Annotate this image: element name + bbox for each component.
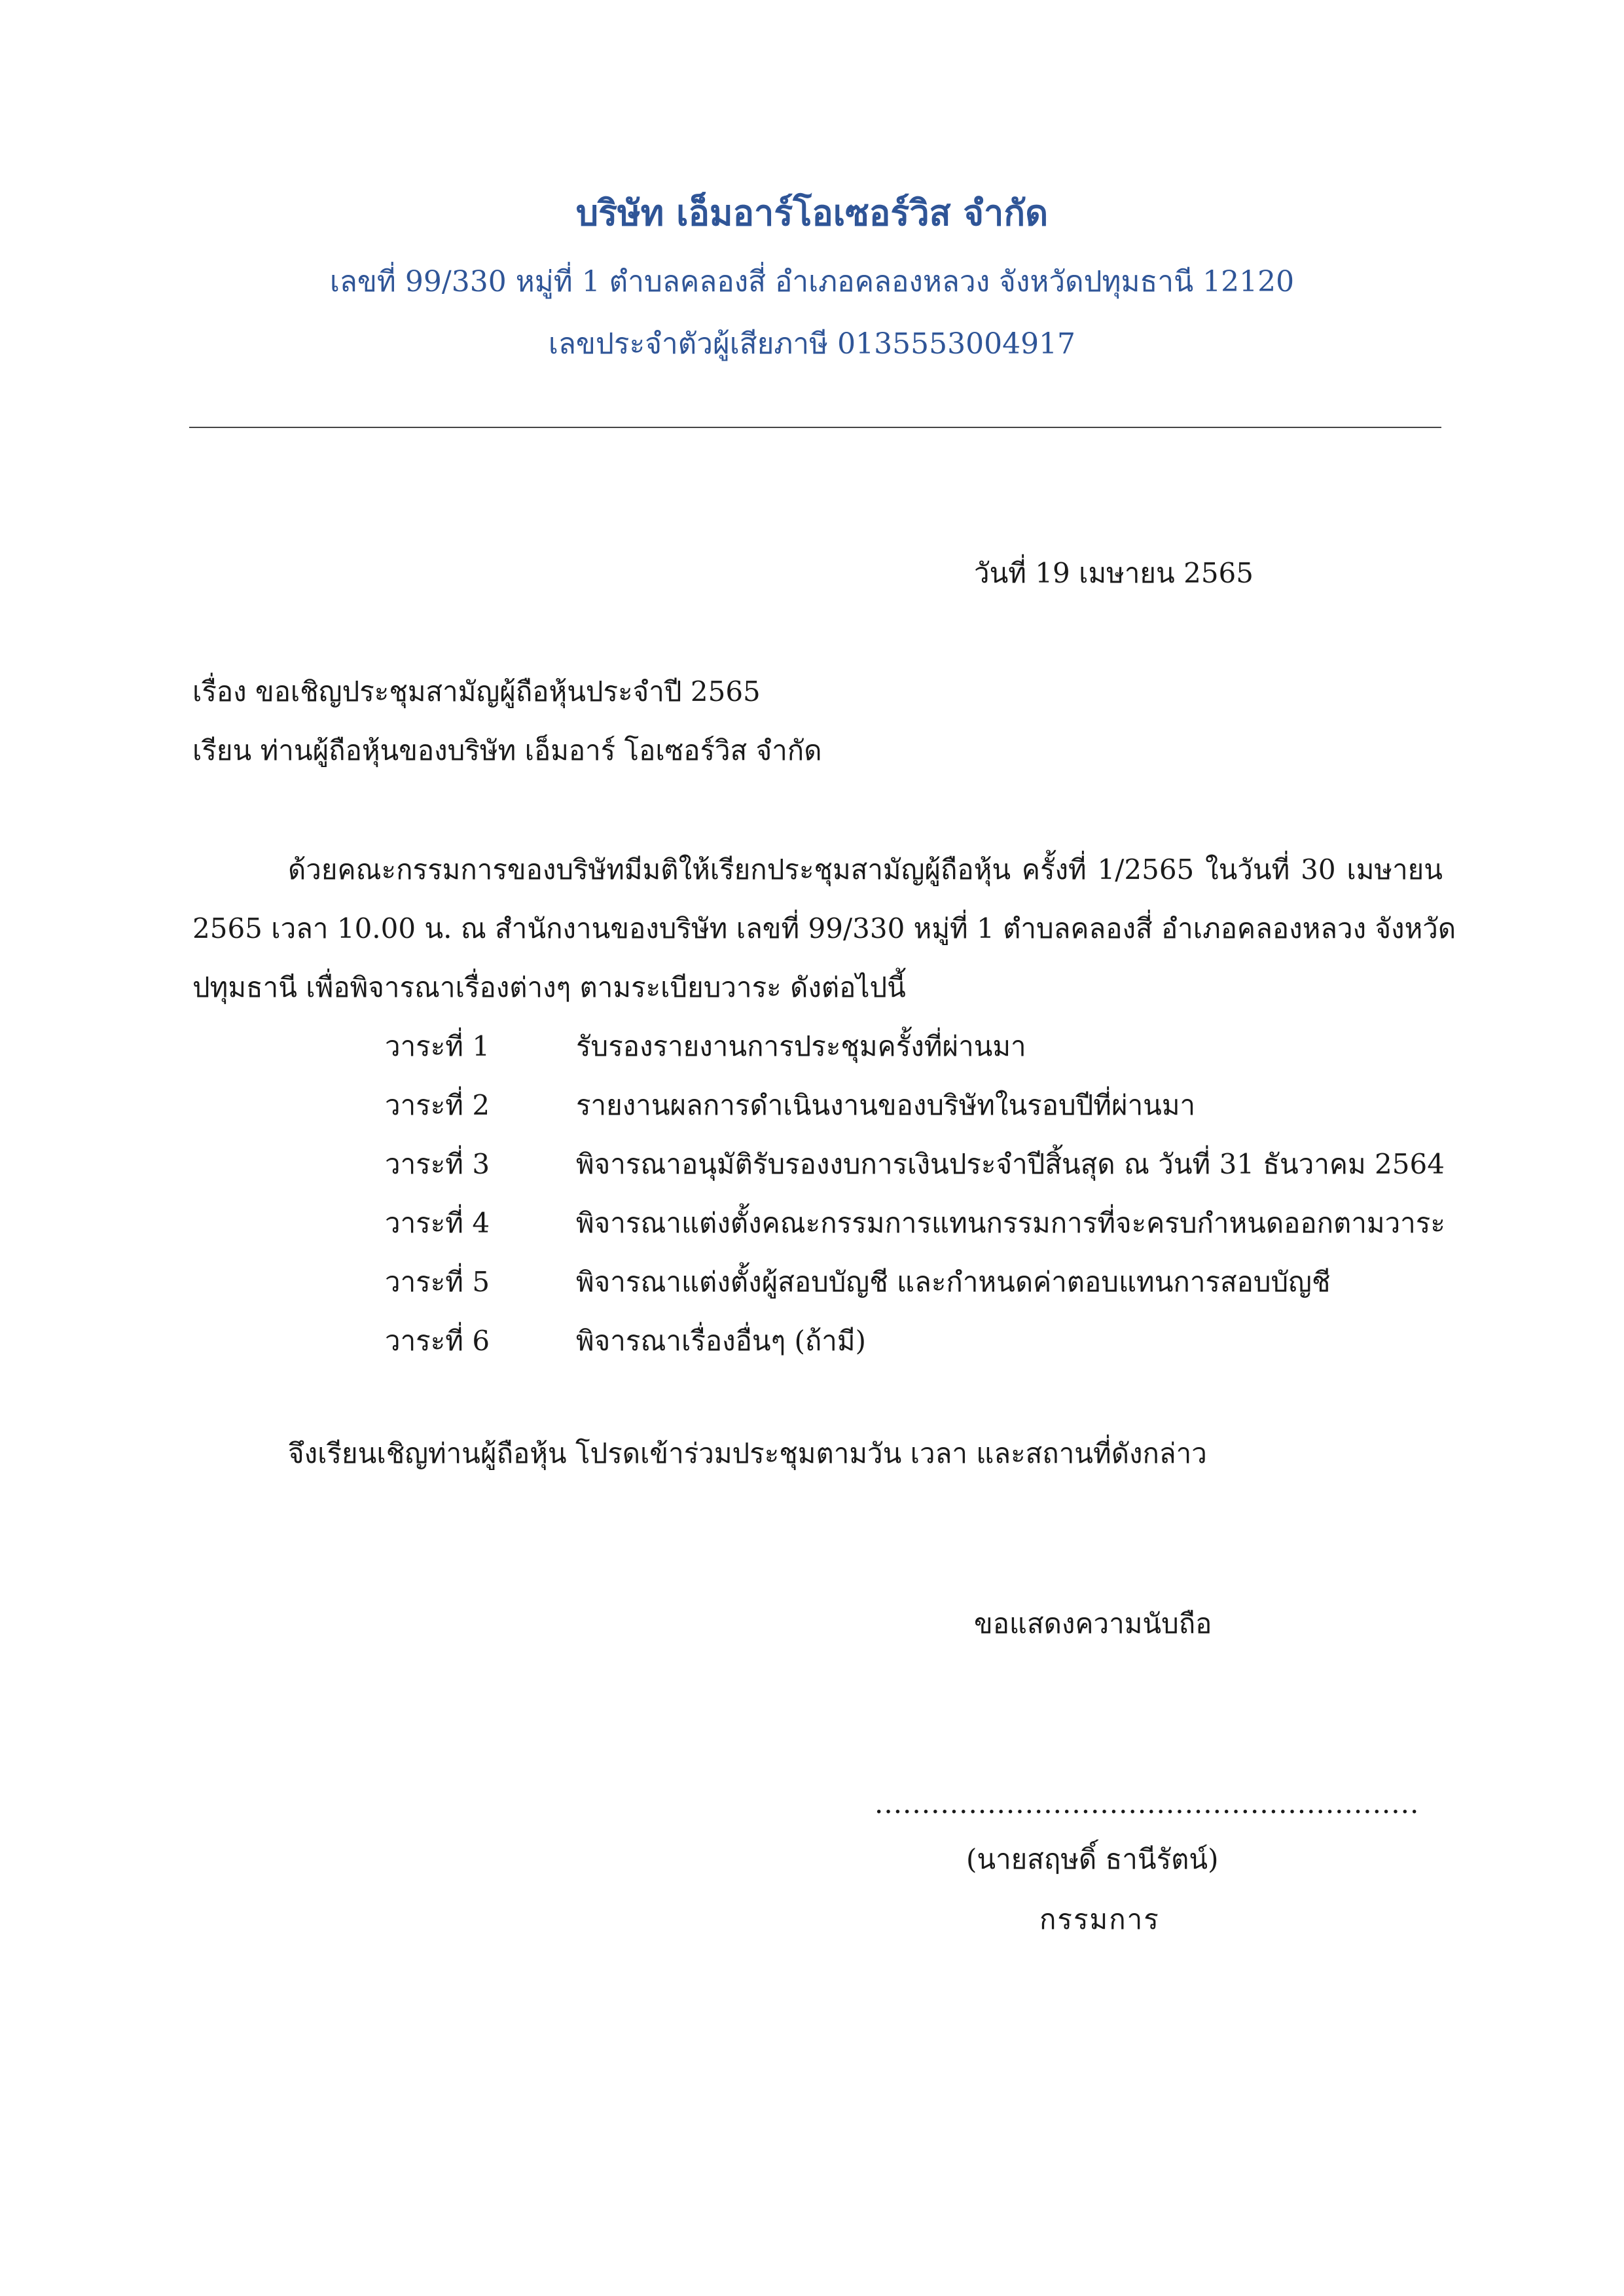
agenda-text: พิจารณาแต่งตั้งคณะกรรมการแทนกรรมการที่จะครบกำหนดออกตามวาระ [576,1207,1445,1239]
agenda-text: รายงานผลการดำเนินงานของบริษัทในรอบปีที่ผ่านมา [576,1089,1196,1121]
agenda-label: วาระที่ 6 [385,1325,490,1357]
letter-date: วันที่ 19 เมษายน 2565 [974,557,1254,589]
agenda-text: พิจารณาอนุมัติรับรองงบการเงินประจำปีสิ้นสุด ณ วันที่ 31 ธันวาคม 2564 [576,1148,1445,1180]
agenda-label: วาระที่ 3 [385,1148,490,1180]
agenda-label: วาระที่ 2 [385,1089,490,1121]
signer-title: กรรมการ [1039,1903,1160,1935]
paragraph-line: 2565 เวลา 10.00 น. ณ สำนักงานของบริษัท เลขที่ 99/330 หมู่ที่ 1 ตำบลคลองสี่ อำเภอคลองหลวง จังหวัด [192,912,1456,944]
paragraph-line: ด้วยคณะกรรมการของบริษัทมีมติให้เรียกประชุมสามัญผู้ถือหุ้น ครั้งที่ 1/2565 ในวันที่ 30 เมษายน [288,853,1443,886]
paragraph-line: ปทุมธานี เพื่อพิจารณาเรื่องต่างๆ ตามระเบียบวาระ ดังต่อไปนี้ [192,971,906,1003]
company-address: เลขที่ 99/330 หมู่ที่ 1 ตำบลคลองสี่ อำเภอคลองหลวง จังหวัดปทุมธานี 12120 [329,265,1295,298]
agenda-text: พิจารณาแต่งตั้งผู้สอบบัญชี และกำหนดค่าตอบแทนการสอบบัญชี [576,1266,1331,1298]
company-tax-id: เลขประจำตัวผู้เสียภาษี 0135553004917 [548,327,1076,361]
header-divider [189,427,1441,428]
agenda-label: วาระที่ 4 [385,1207,490,1239]
letter-subject: เรื่อง ขอเชิญประชุมสามัญผู้ถือหุ้นประจำปี 2565 [192,675,761,708]
letter-recipient: เรียน ท่านผู้ถือหุ้นของบริษัท เอ็มอาร์ โอเซอร์วิส จำกัด [192,734,822,766]
company-name: บริษัท เอ็มอาร์โอเซอร์วิส จำกัด [575,192,1049,234]
agenda-label: วาระที่ 1 [385,1030,490,1062]
closing-sentence: จึงเรียนเชิญท่านผู้ถือหุ้น โปรดเข้าร่วมประชุมตามวัน เวลา และสถานที่ดังกล่าว [288,1437,1207,1469]
agenda-text: รับรองรายงานการประชุมครั้งที่ผ่านมา [576,1030,1026,1062]
agenda-label: วาระที่ 5 [385,1266,490,1298]
regards: ขอแสดงความนับถือ [974,1607,1212,1640]
signature-line: .......................................................... [875,1787,1420,1820]
signer-name: (นายสฤษดิ์ ธานีรัตน์) [966,1843,1219,1875]
agenda-text: พิจารณาเรื่องอื่นๆ (ถ้ามี) [576,1325,866,1357]
